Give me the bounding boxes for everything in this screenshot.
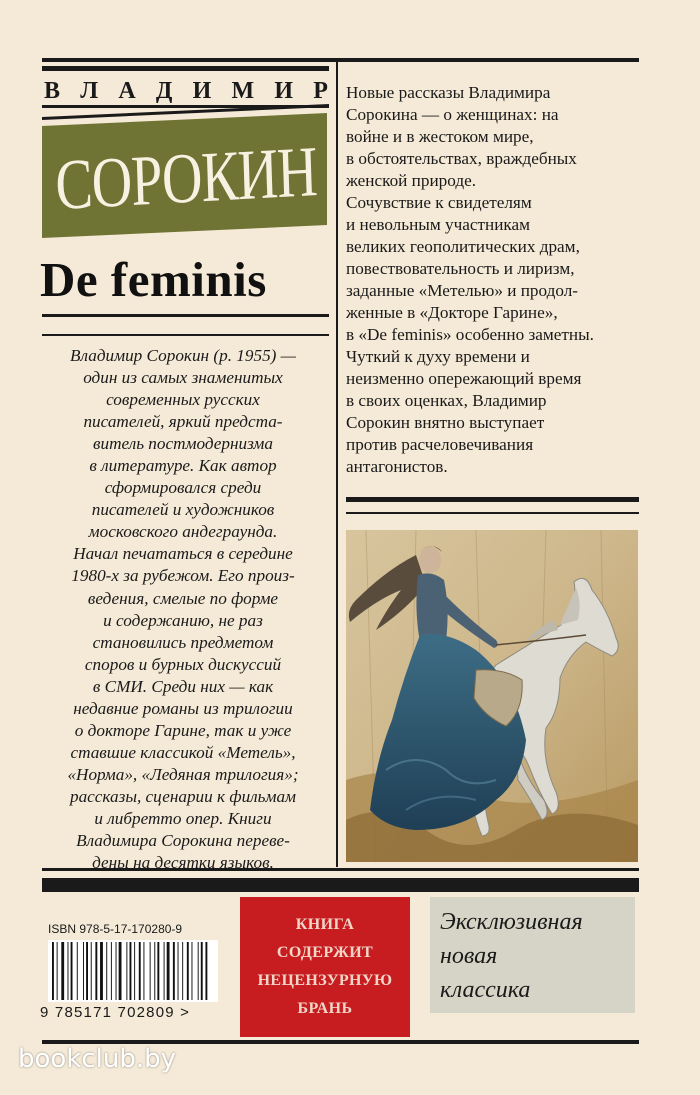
author-top-rule bbox=[42, 66, 329, 71]
annotation-line: в своих оценках, Владимир bbox=[346, 391, 547, 410]
title-bottom-rule bbox=[42, 314, 329, 317]
barcode-bar bbox=[182, 942, 183, 1000]
barcode-bar bbox=[201, 942, 203, 1000]
annotation-line: Новые рассказы Владимира bbox=[346, 83, 551, 102]
annotation-line: великих геополитических драм, bbox=[346, 237, 580, 256]
barcode-bar bbox=[71, 942, 73, 1000]
annotation-line: против расчеловечивания bbox=[346, 435, 534, 454]
column-divider bbox=[336, 62, 338, 867]
bio-line: споров и бурных дискуссий bbox=[84, 654, 282, 674]
bio-line: рассказы, сценарии к фильмам bbox=[69, 786, 297, 806]
bio-line: Владимира Сорокина переве- bbox=[76, 831, 290, 851]
annotation-bottom-rule bbox=[346, 497, 639, 502]
barcode-bar bbox=[77, 942, 78, 1000]
barcode-bar bbox=[134, 942, 135, 1000]
series-badge bbox=[430, 897, 635, 1013]
warning-line: СОДЕРЖИТ bbox=[276, 944, 374, 961]
barcode-bar bbox=[119, 942, 122, 1000]
barcode-bar bbox=[91, 942, 92, 1000]
bio-line: ведения, смелые по форме bbox=[87, 588, 279, 608]
warning-line: КНИГА bbox=[295, 916, 355, 933]
annotation-line: неизменно опережающий время bbox=[346, 369, 582, 388]
barcode-bar bbox=[187, 942, 189, 1000]
annotation-line: женные в «Докторе Гарине», bbox=[346, 303, 558, 322]
bio-top-rule bbox=[42, 334, 329, 336]
book-annotation bbox=[346, 82, 638, 478]
book-title: De feminis bbox=[40, 252, 267, 307]
barcode-bars bbox=[48, 940, 218, 1002]
annotation-line: антагонистов. bbox=[346, 457, 448, 476]
bio-line: «Норма», «Ледяная трилогия»; bbox=[67, 764, 299, 784]
author-first-name-letter: Д bbox=[155, 78, 173, 104]
author-first-name-letter: В bbox=[44, 78, 61, 104]
bio-line: московского андеграунда. bbox=[88, 522, 278, 542]
annotation-line: Сочувствие к свидетелям bbox=[346, 193, 532, 212]
author-first-name-letter: М bbox=[231, 78, 255, 104]
bio-line: недавние романы из трилогии bbox=[73, 698, 293, 718]
series-name bbox=[440, 905, 630, 1007]
barcode-bar bbox=[173, 942, 175, 1000]
bio-line: дены на десятки языков. bbox=[92, 853, 274, 873]
bio-line: один из самых знаменитых bbox=[83, 368, 283, 388]
author-first-name bbox=[44, 77, 328, 105]
bio-line: Начал печататься в середине bbox=[73, 544, 293, 564]
barcode-bar bbox=[68, 942, 69, 1000]
bio-line: ставшие классикой «Метель», bbox=[70, 742, 296, 762]
site-watermark: bookclub.by bbox=[18, 1044, 177, 1074]
bio-line: в литературе. Как автор bbox=[89, 456, 277, 476]
image-top-rule bbox=[346, 512, 639, 514]
annotation-line: Чуткий к духу времени и bbox=[346, 347, 530, 366]
annotation-line: Сорокин внятно выступает bbox=[346, 413, 545, 432]
barcode-bar bbox=[86, 942, 88, 1000]
series-line: классика bbox=[440, 977, 531, 1003]
warning-line: БРАНЬ bbox=[297, 1000, 353, 1017]
annotation-line: повествовательность и лиризм, bbox=[346, 259, 575, 278]
bio-line: в СМИ. Среди них — как bbox=[92, 676, 274, 696]
barcode-bar bbox=[83, 942, 84, 1000]
barcode-bar bbox=[57, 942, 58, 1000]
bio-line: писателей и художников bbox=[91, 500, 275, 520]
barcode-bar bbox=[192, 942, 193, 1000]
cover-illustration bbox=[346, 530, 638, 862]
bio-line: современных русских bbox=[106, 390, 260, 410]
barcode bbox=[48, 940, 218, 1002]
barcode-bar bbox=[164, 942, 165, 1000]
rider-on-horse-illustration bbox=[346, 530, 638, 862]
annotation-line: женской природе. bbox=[346, 171, 477, 190]
barcode-bar bbox=[139, 942, 141, 1000]
barcode-bar bbox=[167, 942, 170, 1000]
barcode-bar bbox=[95, 942, 97, 1000]
barcode-bar bbox=[178, 942, 179, 1000]
barcode-bar bbox=[157, 942, 159, 1000]
series-line: Эксклюзивная bbox=[440, 909, 583, 935]
bio-line: сформировался среди bbox=[104, 478, 262, 498]
barcode-bar bbox=[61, 942, 64, 1000]
barcode-bar bbox=[116, 942, 117, 1000]
bio-line: писателей, яркий предста- bbox=[83, 412, 283, 432]
barcode-bar bbox=[106, 942, 107, 1000]
author-first-name-letter: А bbox=[118, 78, 136, 104]
barcode-bar bbox=[205, 942, 207, 1000]
bio-line: Владимир Сорокин (р. 1955) — bbox=[70, 346, 296, 365]
author-first-name-letter: Р bbox=[313, 78, 328, 104]
barcode-digits: 9 785171 702809 > bbox=[40, 1004, 191, 1021]
footer-rule-2 bbox=[42, 878, 639, 892]
barcode-bar bbox=[150, 942, 151, 1000]
author-first-name-letter: И bbox=[192, 78, 212, 104]
author-bio bbox=[38, 345, 328, 874]
profanity-warning bbox=[240, 897, 410, 1037]
barcode-bar bbox=[52, 942, 54, 1000]
annotation-line: заданные «Метелью» и продол- bbox=[346, 281, 579, 300]
bio-line: 1980-х за рубежом. Его произ- bbox=[71, 566, 295, 586]
author-first-name-letter: И bbox=[274, 78, 294, 104]
barcode-bar bbox=[198, 942, 199, 1000]
bio-line: и содержанию, не раз bbox=[103, 610, 263, 630]
annotation-line: войне и в жестоком мире, bbox=[346, 127, 534, 146]
barcode-bar bbox=[126, 942, 127, 1000]
profanity-warning-text bbox=[240, 911, 410, 1023]
bio-line: становились предметом bbox=[92, 632, 274, 652]
bio-line: и либретто опер. Книги bbox=[94, 808, 272, 828]
annotation-line: и невольным участникам bbox=[346, 215, 531, 234]
annotation-line: в «De feminis» особенно заметны. bbox=[346, 325, 594, 344]
warning-line: НЕЦЕНЗУРНУЮ bbox=[257, 972, 393, 989]
bio-line: о докторе Гарине, так и уже bbox=[74, 720, 292, 740]
barcode-bar bbox=[154, 942, 155, 1000]
author-first-name-letter: Л bbox=[80, 78, 99, 104]
barcode-bar bbox=[111, 942, 112, 1000]
isbn-label: ISBN 978-5-17-170280-9 bbox=[48, 922, 183, 936]
barcode-bar bbox=[130, 942, 132, 1000]
barcode-bar bbox=[143, 942, 144, 1000]
barcode-bar bbox=[100, 942, 103, 1000]
annotation-line: в обстоятельствах, враждебных bbox=[346, 149, 577, 168]
annotation-line: Сорокина — о женщинах: на bbox=[346, 105, 559, 124]
top-rule bbox=[42, 58, 639, 62]
author-surname: СОРОКИН bbox=[54, 132, 318, 226]
bio-line: витель постмодернизма bbox=[93, 434, 273, 454]
series-line: новая bbox=[440, 943, 498, 969]
